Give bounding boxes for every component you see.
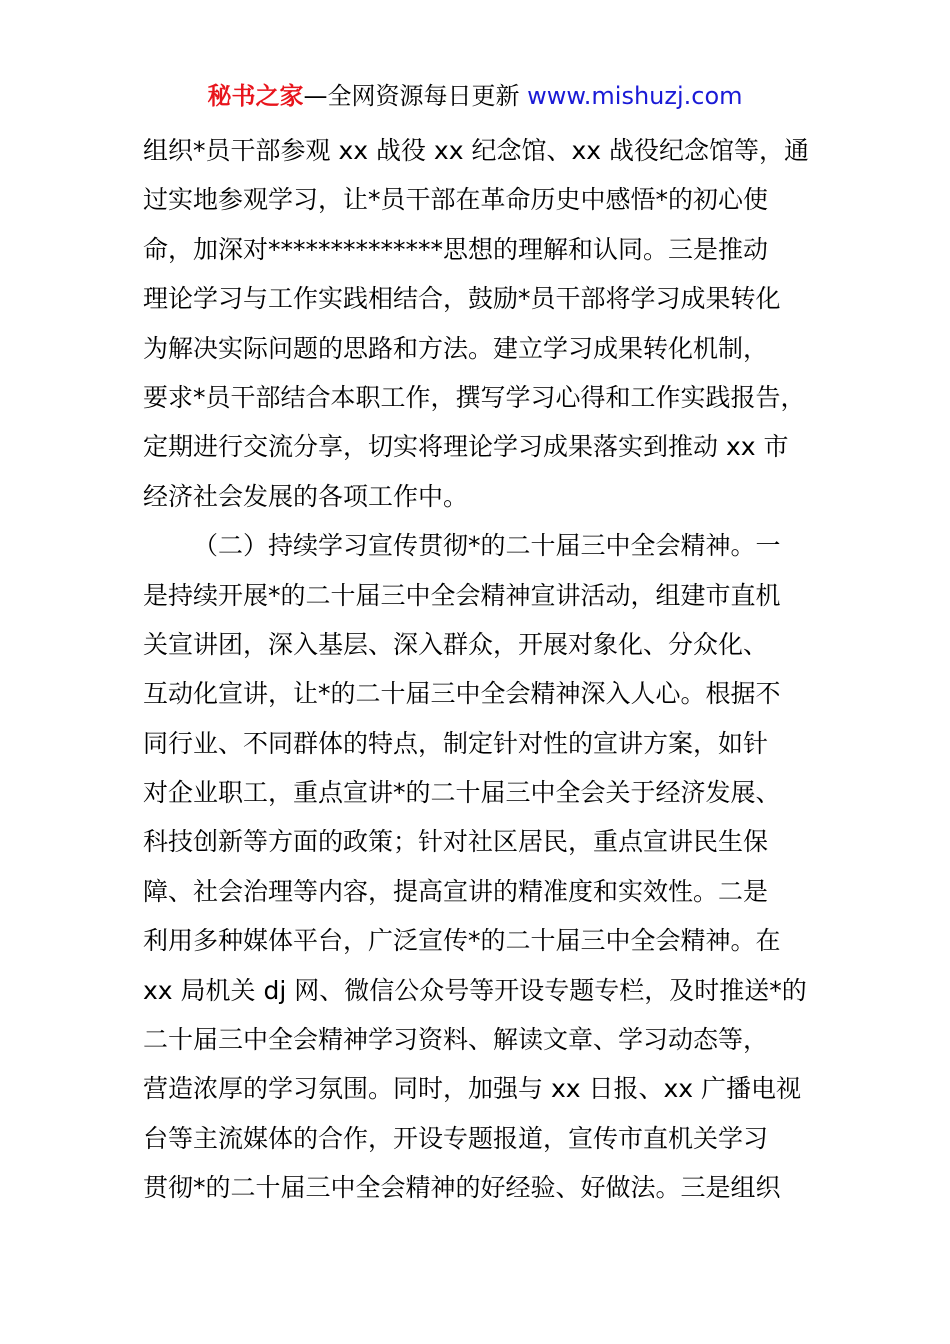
site-tagline: —全网资源每日更新 xyxy=(303,82,528,110)
text-line: xx 局机关 dj 网、微信公众号等开设专题专栏，及时推送*的 xyxy=(143,975,807,1005)
site-header xyxy=(0,80,950,112)
text-line: 对企业职工，重点宣讲*的二十届三中全会关于经济发展、 xyxy=(143,778,781,808)
text-line: 是持续开展*的二十届三中全会精神宣讲活动，组建市直机 xyxy=(143,580,781,610)
document-body xyxy=(143,126,808,1213)
text-line: 组织*员干部参观 xx 战役 xx 纪念馆、xx 战役纪念馆等，通 xyxy=(143,136,810,165)
text-line: 过实地参观学习，让*员干部在革命历史中感悟*的初心使 xyxy=(143,185,769,215)
text-line: 为解决实际问题的思路和方法。建立学习成果转化机制， xyxy=(143,333,769,363)
text-line: 利用多种媒体平台，广泛宣传*的二十届三中全会精神。在 xyxy=(143,926,781,956)
text-line: 障、社会治理等内容，提高宣讲的精准度和实效性。二是 xyxy=(143,876,769,906)
text-line: 二十届三中全会精神学习资料、解读文章、学习动态等， xyxy=(143,1025,769,1055)
text-line: 经济社会发展的各项工作中。 xyxy=(143,481,469,511)
text-line: 台等主流媒体的合作，开设专题报道，宣传市直机关学习 xyxy=(143,1123,769,1153)
site-brand: 秘书之家 xyxy=(207,82,304,110)
text-line: 同行业、不同群体的特点，制定针对性的宣讲方案，如针 xyxy=(143,728,769,758)
section-heading-line: （二）持续学习宣传贯彻*的二十届三中全会精神。一 xyxy=(193,531,781,561)
text-line: 科技创新等方面的政策；针对社区居民，重点宣讲民生保 xyxy=(143,827,769,857)
text-line: 关宣讲团，深入基层、深入群众，开展对象化、分众化、 xyxy=(143,629,769,659)
text-line: 理论学习与工作实践相结合，鼓励*员干部将学习成果转化 xyxy=(143,284,781,314)
text-line: 定期进行交流分享，切实将理论学习成果落实到推动 xx 市 xyxy=(143,432,789,462)
text-line: 要求*员干部结合本职工作，撰写学习心得和工作实践报告， xyxy=(143,382,806,412)
text-line: 互动化宣讲，让*的二十届三中全会精神深入人心。根据不 xyxy=(143,679,781,709)
text-line: 营造浓厚的学习氛围。同时，加强与 xx 日报、xx 广播电视 xyxy=(143,1074,802,1104)
text-line: 贯彻*的二十届三中全会精神的好经验、好做法。三是组织 xyxy=(143,1173,781,1203)
text-line: 命，加深对**************思想的理解和认同。三是推动 xyxy=(143,234,769,264)
site-url-link[interactable]: www.mishuzj.com xyxy=(527,82,743,110)
